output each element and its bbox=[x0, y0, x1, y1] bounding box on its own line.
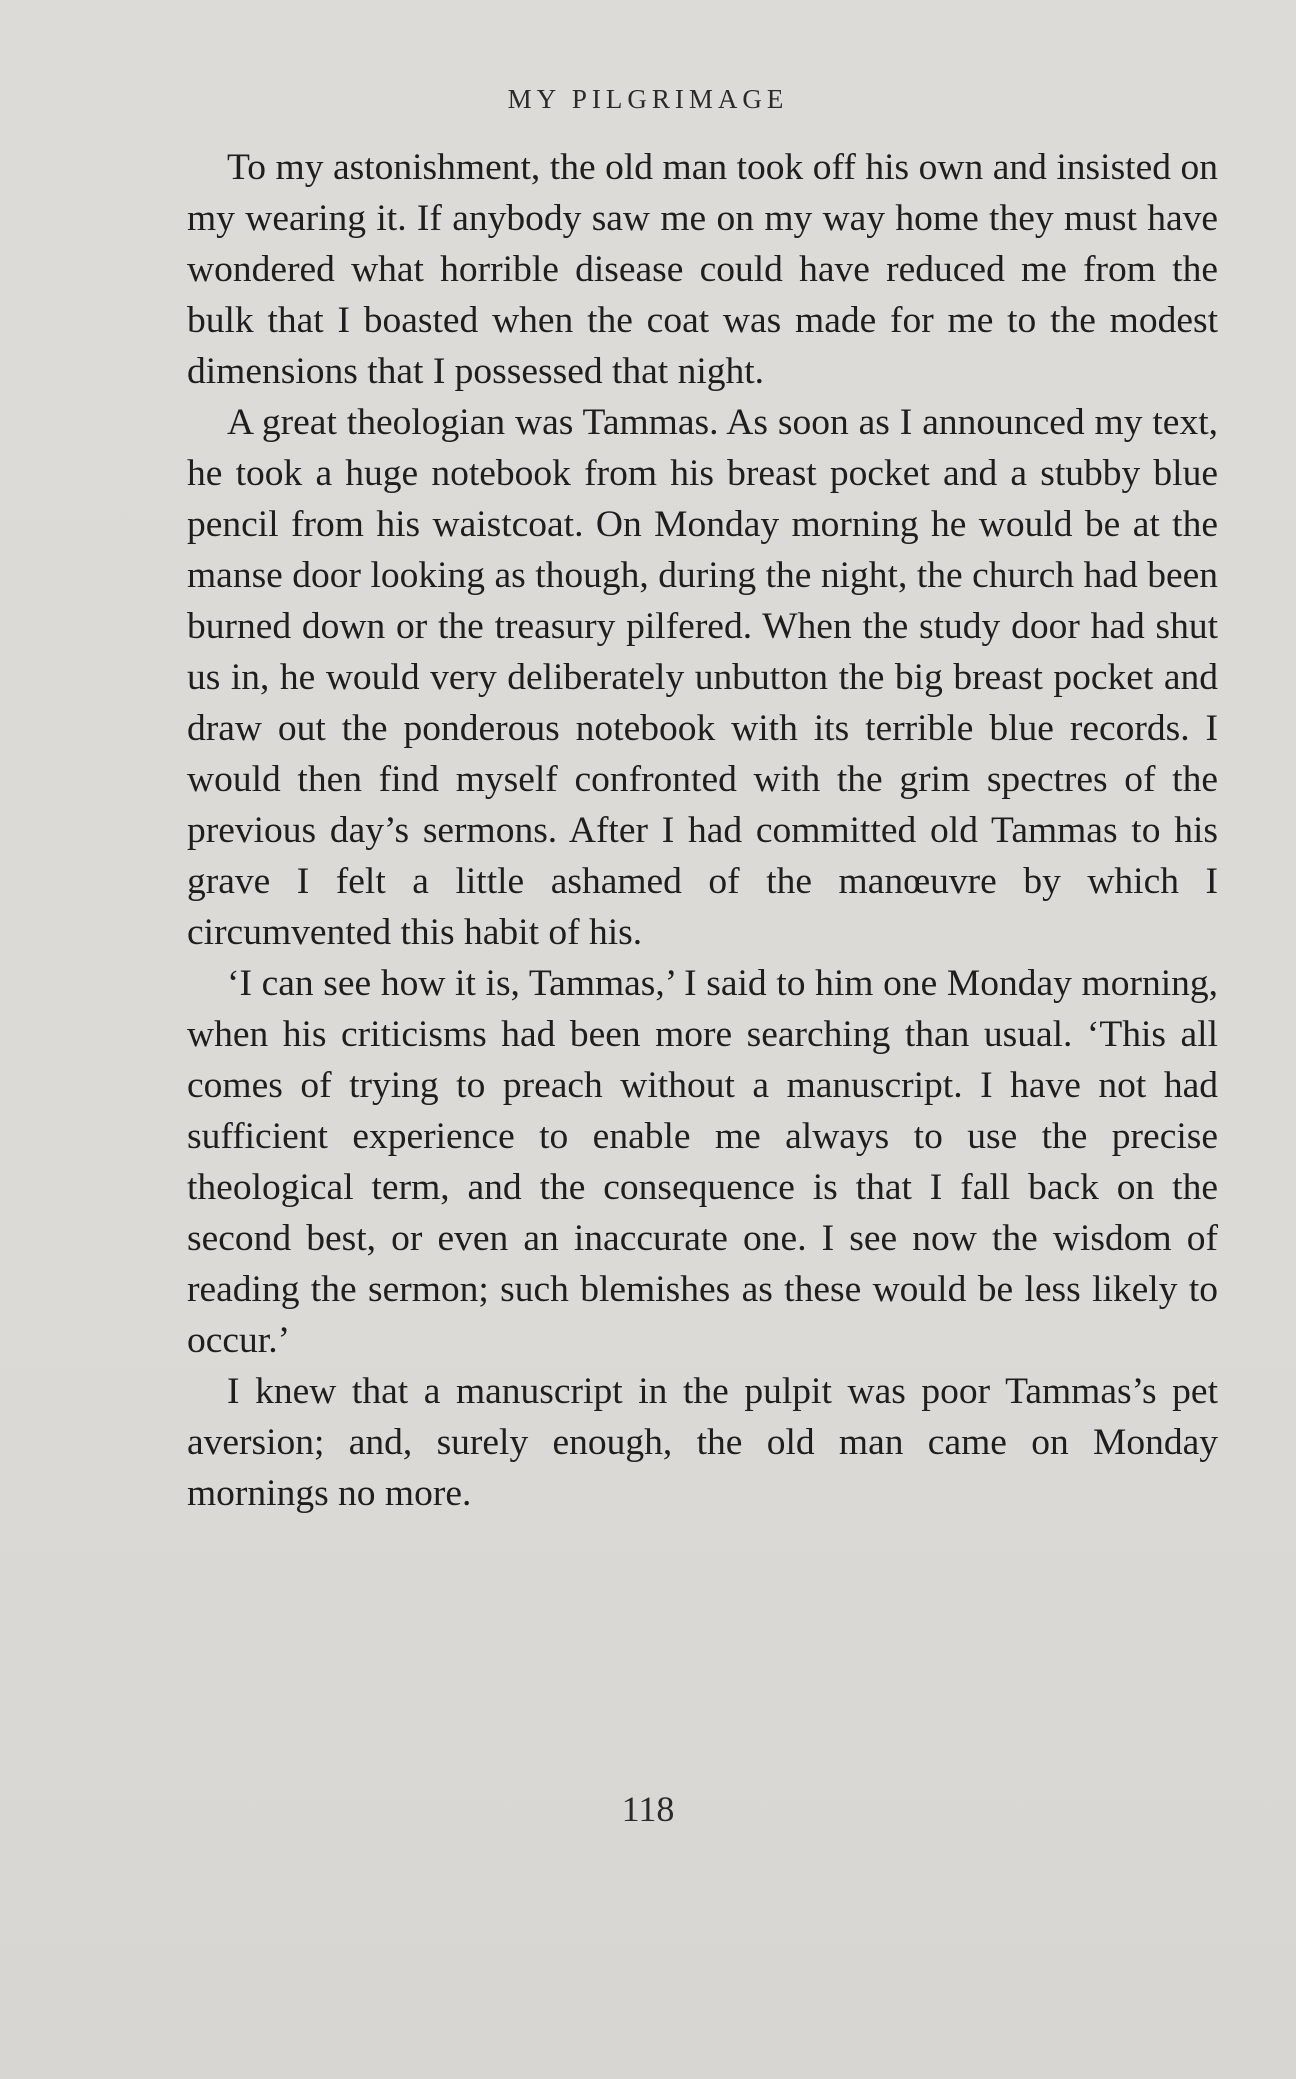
running-head: MY PILGRIMAGE bbox=[507, 84, 789, 114]
paragraph-2: A great theologian was Tammas. As soon as I announced my text, he took a huge notebook from his breast pocket and a stubby blue pencil from his waistcoat. On Monday morning he would be at the manse door looking as though, during the night, the church had been burned down or the treasury pilfered. When the study door had shut us in, he would very deliberately unbutton the big breast pocket and draw out the ponderous notebook with its terrible blue records. I would then find myself confronted with the grim spectres of the previous day’s sermons. After I had committed old Tammas to his grave I felt a little ashamed of the manœuvre by which I circumvented this habit of his. bbox=[187, 402, 1218, 953]
body-text bbox=[187, 142, 1218, 1519]
paragraph-3: ‘I can see how it is, Tammas,’ I said to him one Monday morning, when his criticisms had been more searching than usual. ‘This all comes of trying to preach without a manuscript. I have not had sufficient experience to enable me always to use the precise theological term, and the consequence is that I fall back on the second best, or even an inaccurate one. I see now the wisdom of reading the sermon; such blemishes as these would be less likely to occur.’ bbox=[187, 963, 1218, 1361]
page-number: 118 bbox=[621, 1789, 675, 1829]
paragraph-4: I knew that a manuscript in the pulpit was poor Tammas’s pet aversion; and, surely enough, the old man came on Monday mornings no more. bbox=[187, 1371, 1218, 1514]
paragraph-1: To my astonishment, the old man took off his own and insisted on my wearing it. If anybody saw me on my way home they must have wondered what horrible disease could have reduced me from the bulk that I boasted when the coat was made for me to the modest dimensions that I possessed that night. bbox=[187, 147, 1218, 392]
